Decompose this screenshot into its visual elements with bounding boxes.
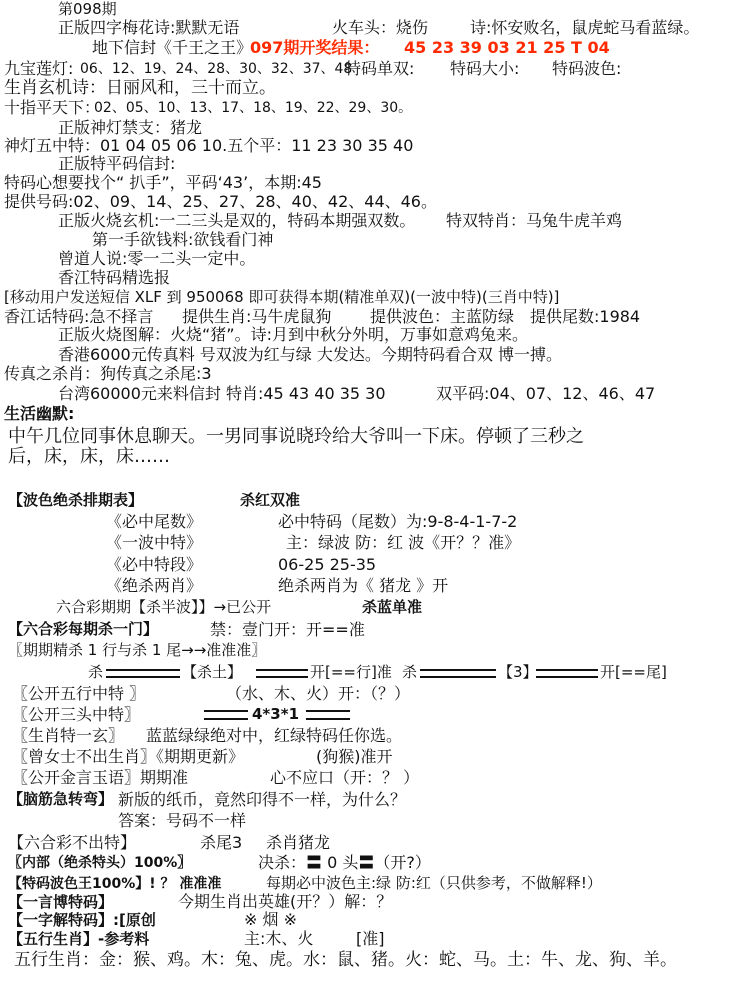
wuxing-list: 五行生肖：金：猴、鸡。木：兔、虎。水：鼠、猪。火：蛇、马。土：牛、龙、狗、羊。 xyxy=(14,950,677,970)
naojin-q: 新版的纸币，竟然印得不一样，为什么？ xyxy=(118,790,407,809)
sha-wei3: 杀尾3 xyxy=(200,833,243,852)
three-label: 【3】 xyxy=(498,663,538,681)
santou-val: 4*3*1 xyxy=(252,705,299,723)
double-rule xyxy=(536,669,598,678)
tigong-shengxiao: 提供生肖:马牛虎鼠狗 xyxy=(182,307,332,326)
teduan-val: 06-25 25-35 xyxy=(278,555,377,574)
issue-number: 第098期 xyxy=(58,0,117,18)
juesha-label: 《绝杀两肖》 xyxy=(106,576,203,595)
diyishou: 第一手欲钱料:欲钱看门神 xyxy=(92,230,274,249)
bose-wang-val: 每期必中波色主:绿 防:红（只供参考，不做解释!） xyxy=(266,874,602,892)
huoshao-xuanji: 正版火烧玄机:一二三头是双的，特码本期强双数。 xyxy=(58,211,416,230)
yizi-label: 【一字解特码】:[原创 xyxy=(8,911,156,929)
yiyan-val: 今期生肖出英雄(开？）解：？ xyxy=(178,892,393,911)
naojin-label: 【脑筋急转弯】 xyxy=(8,790,114,808)
shuangpingma: 双平码:04、07、12、46、47 xyxy=(436,384,656,403)
shizhi-numbers: 02、05、10、13、17、18、19、22、29、30。 xyxy=(94,100,413,116)
kai-wei: 开[==尾] xyxy=(600,663,667,681)
jin-label: 禁：壹门开：开==准 xyxy=(210,620,365,639)
tepingma: 正版特平码信封: xyxy=(58,154,176,173)
teduan-label: 《必中特段》 xyxy=(106,555,203,574)
fire-head: 火车头：烧伤 xyxy=(332,18,429,37)
juesha-val: 绝杀两肖为《 猪龙 》开 xyxy=(278,576,449,595)
sha-xiao: 杀肖猪龙 xyxy=(266,833,331,852)
joke-line-2: 后，床，床，床…… xyxy=(8,446,170,467)
liuhe-yimen: 【六合彩每期杀一门】 xyxy=(8,620,159,638)
neibu-val: 决杀：〓 0 头〓（开?） xyxy=(258,853,431,872)
santou-label: 〖公开三头中特〗 xyxy=(12,705,141,724)
tigong-bose: 提供波色：主蓝防绿 xyxy=(370,307,515,326)
result-label: 097期开奖结果： xyxy=(250,38,380,57)
bizhong-weishu-val: 必中特码（尾数）为:9-8-4-1-7-2 xyxy=(278,512,518,531)
zengnvshi: 〖曾女士不出生肖〗《期期更新》 xyxy=(12,747,245,766)
wuxing-sx-zhun: [准] xyxy=(356,929,385,948)
tema-bose: 特码波色: xyxy=(552,59,622,78)
double-rule xyxy=(204,710,248,720)
xianggang-hua: 香江话特码:急不择言 xyxy=(4,307,154,326)
bose-title: 【波色绝杀排期表】 xyxy=(8,491,144,509)
chuanzhen-sha: 传真之杀肖：狗传真之杀尾:3 xyxy=(4,364,212,383)
texin: 特码心想要找个“ 扒手”，平码‘43’，本期:45 xyxy=(4,173,322,192)
sha-lan: 杀蓝单准 xyxy=(362,598,423,616)
joke-line-1: 中午几位同事休息聊天。一男同事说晓玲给大爷叫一下床。停顿了三秒之 xyxy=(8,426,584,447)
jinyan-val: 心不应口（开：？ ） xyxy=(270,768,420,787)
zengnvshi-val: (狗猴)准开 xyxy=(316,747,393,766)
shengxiao-yixuan-val: 蓝蓝绿绿绝对中，红绿特码任你选。 xyxy=(146,726,403,745)
bizhong-weishu-label: 《必中尾数》 xyxy=(106,512,203,531)
teshuang-texiao: 特双特肖：马兔牛虎羊鸡 xyxy=(446,211,623,230)
shendeng-wuzhong: 神灯五中特：01 04 05 06 10.五个平：11 23 30 35 40 xyxy=(4,136,414,155)
naojin-a: 答案：号码不一样 xyxy=(118,811,247,830)
result-numbers: 45 23 39 03 21 25 T 04 xyxy=(404,38,610,57)
sha-hong: 杀红双准 xyxy=(240,491,301,509)
liuhe-banbo: 六合彩期期【杀半波】】→已公开 xyxy=(56,598,272,616)
qiqi-jing: 〖期期精杀 1 行与杀 1 尾→→准准准〗 xyxy=(8,641,267,659)
xianggang-jingxuan: 香江特码精选报 xyxy=(58,268,171,287)
sms-notice: [移动用户发送短信 XLF 到 950068 即可获得本期(精准单双)(一波中特)(三肖中特)] xyxy=(4,288,560,306)
double-rule xyxy=(256,669,308,678)
taiwan60000: 台湾60000元来料信封 特肖:45 43 40 35 30 xyxy=(58,384,386,403)
yiyan-label: 【一言博特码】 xyxy=(8,893,114,911)
wuxing-label: 〖公开五行中特 〗 xyxy=(12,684,146,703)
double-rule xyxy=(306,710,350,720)
poem-line: 正版四字梅花诗:默默无语 xyxy=(58,18,240,37)
buchute-label: 【六合彩不出特】 xyxy=(8,833,137,852)
tema-danshuang: 特码单双: xyxy=(345,59,415,78)
ditu-label: 地下信封《千王之王》 xyxy=(92,38,253,57)
wuxing-sx-val: 主:木、火 xyxy=(244,929,314,948)
shenghuo-youmo: 生活幽默: xyxy=(4,404,75,423)
shengxiao-yixuan: 〖生肖特一玄〗 xyxy=(12,726,125,745)
yibo-val: 主：绿波 防：红 波《开？？准》 xyxy=(286,533,521,552)
sha-tu: 【杀土】 xyxy=(182,663,243,681)
wuxing-sx-label: 【五行生肖】-参考料 xyxy=(8,930,150,948)
sha-2: 杀 xyxy=(402,663,418,681)
jiubao-label: 九宝莲灯: xyxy=(4,59,74,78)
yibo-label: 《一波中特》 xyxy=(106,533,203,552)
shendeng-jinji: 正版神灯禁支：猪龙 xyxy=(58,118,203,137)
sha-1: 杀 xyxy=(88,663,104,681)
shizhi-label: 十指平天下： xyxy=(4,98,101,117)
cengdao: 曾道人说:零一二头一定中。 xyxy=(58,249,256,268)
tigong-haoma: 提供号码:02、09、14、25、27、28、40、42、44、46。 xyxy=(4,192,437,211)
jiubao-numbers: 06、12、19、24、28、30、32、37、48 xyxy=(80,61,353,77)
jinyan-label: 〖公开金言玉语〗期期准 xyxy=(12,768,189,787)
bose-wang-label: 【特码波色王100%】! ？ 准准准 xyxy=(8,876,222,892)
poem-line-2: 诗:怀安败名，鼠虎蛇马看蓝绿。 xyxy=(470,18,700,37)
huoshao-tujie: 正版火烧图解：火烧“猪”。诗:月到中秋分外明，万事如意鸡兔来。 xyxy=(58,325,528,344)
neibu-label: 〖内部（绝杀特头）100%〗 xyxy=(8,855,192,871)
double-rule xyxy=(420,669,496,678)
hk6000: 香港6000元传真料 号双波为红与绿 大发达。今期特码看合双 博一搏。 xyxy=(58,345,562,364)
double-rule xyxy=(106,669,180,678)
shengxiao-xuanji: 生肖玄机诗：日丽风和，三十而立。 xyxy=(4,78,276,98)
tigong-weishu: 提供尾数:1984 xyxy=(530,307,641,326)
kai-xing: 开[==行]准 xyxy=(310,663,392,681)
wuxing-val: （水、木、火）开：（？） xyxy=(226,684,411,703)
yizi-val: ※ 烟 ※ xyxy=(244,910,297,929)
tema-daxiao: 特码大小: xyxy=(450,59,520,78)
